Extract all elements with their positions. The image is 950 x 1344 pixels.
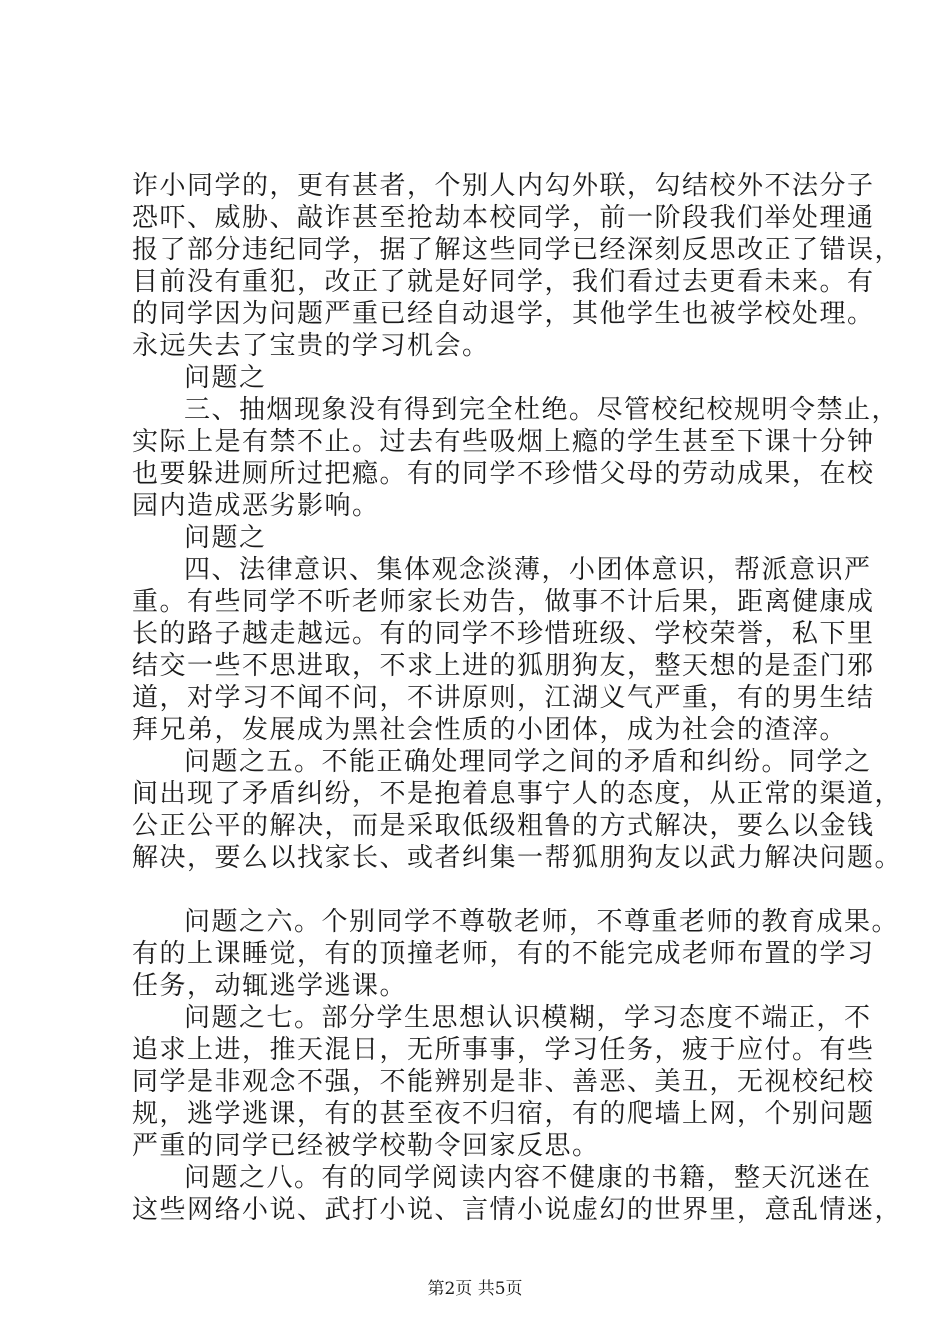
text-line: 道，对学习不闻不问，不讲原则，江湖义气严重，有的男生结 <box>132 683 875 713</box>
text-line: 三、抽烟现象没有得到完全杜绝。尽管校纪校规明令禁止， <box>184 395 900 425</box>
text-line: 问题之 <box>184 363 267 393</box>
text-line: 园内造成恶劣影响。 <box>132 491 380 521</box>
text-line: 任务，动辄逃学逃课。 <box>132 971 408 1001</box>
text-line: 解决，要么以找家长、或者纠集一帮狐朋狗友以武力解决问题。 <box>132 843 903 873</box>
text-line: 长的路子越走越远。有的同学不珍惜班级、学校荣誉，私下里 <box>132 619 875 649</box>
text-line: 的同学因为问题严重已经自动退学，其他学生也被学校处理。 <box>132 299 875 329</box>
text-line: 规，逃学逃课，有的甚至夜不归宿，有的爬墙上网，个别问题 <box>132 1099 875 1129</box>
text-line: 有的上课睡觉，有的顶撞老师，有的不能完成老师布置的学习 <box>132 939 875 969</box>
page-footer: 第2页 共5页 <box>427 1279 523 1299</box>
body-text <box>132 170 903 1226</box>
text-line: 问题之八。有的同学阅读内容不健康的书籍，整天沉迷在 <box>184 1163 872 1193</box>
text-line: 同学是非观念不强，不能辨别是非、善恶、美丑，无视校纪校 <box>132 1067 875 1097</box>
text-line: 追求上进，推天混日，无所事事，学习任务，疲于应付。有些 <box>132 1035 875 1065</box>
text-line: 永远失去了宝贵的学习机会。 <box>132 331 490 361</box>
text-line: 拜兄弟，发展成为黑社会性质的小团体，成为社会的渣滓。 <box>132 715 848 745</box>
text-line: 公正公平的解决，而是采取低级粗鲁的方式解决，要么以金钱 <box>132 811 875 841</box>
text-line: 诈小同学的，更有甚者，个别人内勾外联，勾结校外不法分子 <box>132 171 875 201</box>
text-line: 间出现了矛盾纠纷，不是抱着息事宁人的态度，从正常的渠道， <box>132 779 903 809</box>
text-line: 重。有些同学不听老师家长劝告，做事不计后果，距离健康成 <box>132 587 875 617</box>
text-line: 报了部分违纪同学，据了解这些同学已经深刻反思改正了错误， <box>132 235 903 265</box>
text-line: 结交一些不思进取，不求上进的狐朋狗友，整天想的是歪门邪 <box>132 651 875 681</box>
text-line: 问题之六。个别同学不尊敬老师，不尊重老师的教育成果。 <box>184 907 900 937</box>
text-line: 问题之 <box>184 523 267 553</box>
text-line: 严重的同学已经被学校勒令回家反思。 <box>132 1131 600 1161</box>
blank-line <box>132 874 832 906</box>
text-line: 问题之七。部分学生思想认识模糊，学习态度不端正，不 <box>184 1003 872 1033</box>
text-line: 这些网络小说、武打小说、言情小说虚幻的世界里，意乱情迷， <box>132 1195 903 1225</box>
text-line: 四、法律意识、集体观念淡薄，小团体意识，帮派意识严 <box>184 555 872 585</box>
text-line: 问题之五。不能正确处理同学之间的矛盾和纠纷。同学之 <box>184 747 872 777</box>
text-line: 实际上是有禁不止。过去有些吸烟上瘾的学生甚至下课十分钟 <box>132 427 875 457</box>
text-line: 也要躲进厕所过把瘾。有的同学不珍惜父母的劳动成果，在校 <box>132 459 875 489</box>
text-line: 目前没有重犯，改正了就是好同学，我们看过去更看未来。有 <box>132 267 875 297</box>
text-line: 恐吓、威胁、敲诈甚至抢劫本校同学，前一阶段我们举处理通 <box>132 203 875 233</box>
